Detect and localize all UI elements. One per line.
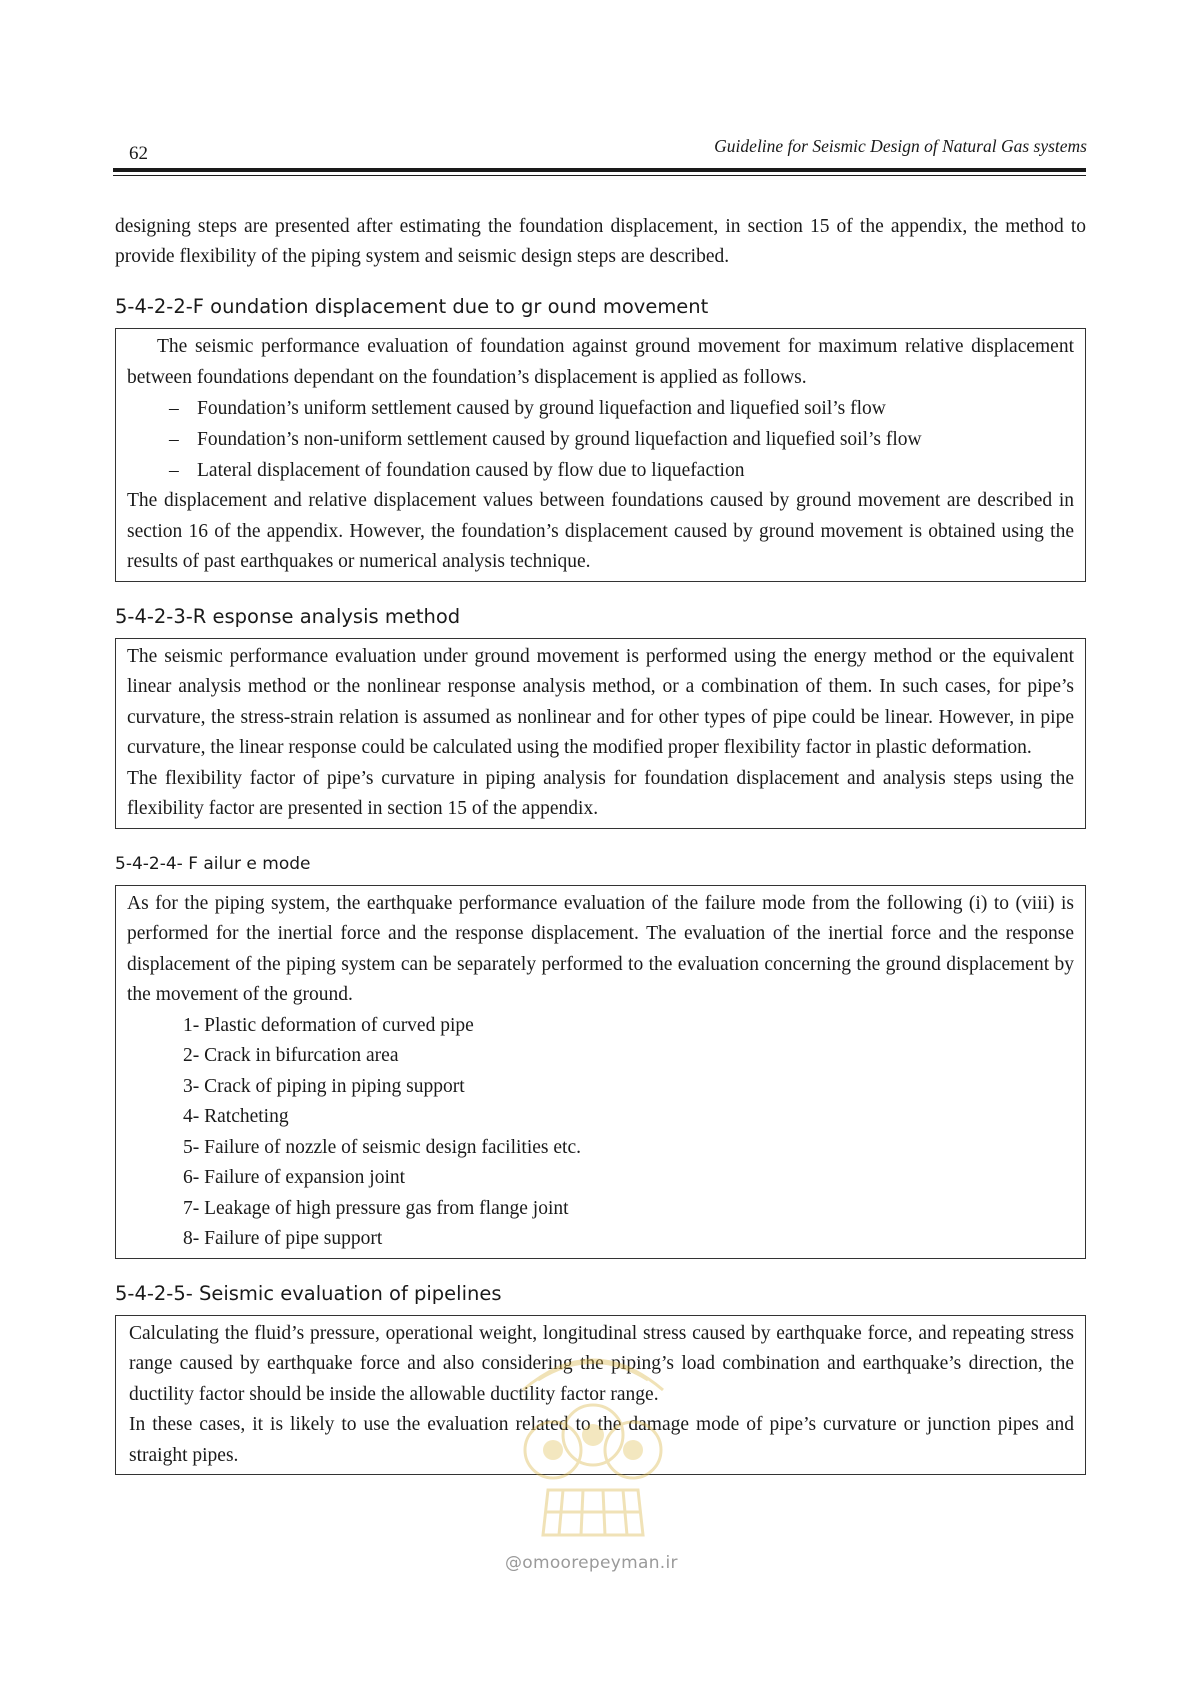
foundation-paragraph-2: The displacement and relative displacement values between foundations caused by ground movement are described in section 16 of the appendix. However, the foundation’s displacement caused by ground movement is obtained using the results of past earthquakes or numerical analysis technique. [127, 490, 1074, 572]
section-heading-failure-mode: 5-4-2-4- F ailur e mode [115, 853, 311, 874]
list-item: 7- Leakage of high pressure gas from flange joint [183, 1197, 569, 1219]
foundation-dash-list [127, 393, 1074, 486]
list-item: 5- Failure of nozzle of seismic design facilities etc. [183, 1136, 581, 1158]
foundation-displacement-box [115, 328, 1086, 582]
header-rule-thick [113, 168, 1086, 172]
response-analysis-box [115, 638, 1086, 829]
running-title: Guideline for Seismic Design of Natural Gas systems [714, 136, 1087, 156]
list-item: 6- Failure of expansion joint [183, 1167, 406, 1188]
foundation-paragraph-1: The seismic performance evaluation of foundation against ground movement for maximum relative displacement between foundations dependant on the foundation’s displacement is applied as follows. [127, 336, 1074, 388]
failure-paragraph-1: As for the piping system, the earthquake performance evaluation of the failure mode from the following (i) to (viii) is performed for the inertial force and the response displacement. The evaluation of the inertial force and the response displacement of the piping system can be separately performed to the evaluation concerning the ground displacement by the movement of the ground. [127, 892, 1074, 1005]
section-heading-pipeline-evaluation: 5-4-2-5- Seismic evaluation of pipelines [115, 1281, 502, 1305]
list-item: 3- Crack of piping in piping support [183, 1075, 465, 1097]
intro-paragraph: designing steps are presented after estimating the foundation displacement, in section 15 of the appendix, the method to provide flexibility of the piping system and seismic design steps are described. [115, 216, 1086, 267]
watermark-text: @omoorepeyman.ir [505, 1553, 678, 1573]
dash-bullet: – [169, 398, 179, 419]
page-number: 62 [129, 143, 148, 164]
dash-bullet: – [169, 460, 179, 481]
list-item: – Foundation’s uniform settlement caused by ground liquefaction and liquefied soil’s flow [169, 393, 1074, 424]
list-item: – Foundation’s non-uniform settlement caused by ground liquefaction and liquefied soil’s flow [169, 424, 1074, 455]
list-item: 8- Failure of pipe support [183, 1228, 383, 1249]
pipeline-paragraph-1: Calculating the fluid’s pressure, operational weight, longitudinal stress caused by earthquake force, and repeating stress range caused by earthquake force and also considering the piping’s load combination and earthquake’s direction, the ductility factor should be inside the allowable ductility factor range. [129, 1322, 1074, 1405]
failure-mode-box [115, 885, 1086, 1259]
list-item: 1- Plastic deformation of curved pipe [183, 1014, 474, 1036]
header-rule-thin [113, 175, 1086, 176]
section-heading-response-analysis: 5-4-2-3-R esponse analysis method [115, 604, 461, 628]
pipeline-paragraph-2: In these cases, it is likely to use the evaluation related to the damage mode of pipe’s curvature or junction pipes and straight pipes. [129, 1414, 1074, 1466]
list-item: 4- Ratcheting [183, 1106, 289, 1127]
dash-bullet: – [169, 429, 179, 450]
response-paragraph-1: The seismic performance evaluation under ground movement is performed using the energy method or the equivalent linear analysis method or the nonlinear response analysis method, or a combination of them. In such cases, for pipe’s curvature, the stress-strain relation is assumed as nonlinear and for other types of pipe could be linear. However, in pipe curvature, the linear response could be calculated using the modified proper flexibility factor in plastic deformation. [127, 645, 1074, 758]
list-item: 2- Crack in bifurcation area [183, 1045, 399, 1066]
section-heading-foundation-displacement: 5-4-2-2-F oundation displacement due to gr ound movement [115, 295, 709, 318]
response-paragraph-2: The flexibility factor of pipe’s curvature in piping analysis for foundation displacement and analysis steps using the flexibility factor are presented in section 15 of the appendix. [127, 767, 1074, 819]
list-item: – Lateral displacement of foundation caused by flow due to liquefaction [169, 455, 1074, 486]
page-content [115, 212, 1086, 1475]
pipeline-evaluation-box [115, 1315, 1086, 1476]
failure-mode-list [127, 1011, 1074, 1255]
